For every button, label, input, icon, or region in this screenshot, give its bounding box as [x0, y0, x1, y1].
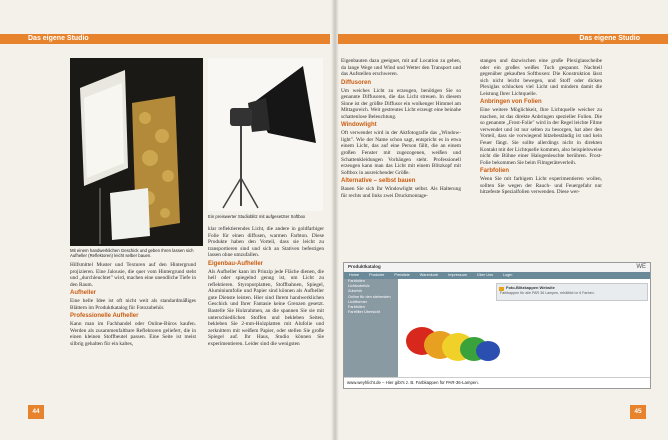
website-sidebar-item: Farbfolien — [348, 305, 365, 310]
website-nav — [344, 272, 650, 279]
left-page-column-1 — [70, 262, 196, 349]
website-nav-item: Impressum — [448, 273, 467, 277]
subheading: Windowlight — [341, 122, 377, 129]
left-running-header — [0, 34, 330, 44]
body-paragraph: Um weiches Licht zu erzeugen, benötigen Sie so genannte Diffusoren, die das Licht streuen. In diesem Sinne ist der größte Diffusor ein wolkenger Himmel am Mittagsreich. Weit gestreutes Licht erzeugt eine beinahe schattenlose Beleuchtung. — [341, 87, 461, 120]
subheading: Professionelle Aufheller — [70, 313, 139, 320]
website-main — [400, 281, 648, 387]
right-page-column-2 — [480, 58, 602, 198]
body-paragraph: stangen und dazwischen eine große Plexiglasscheibe oder ein großes weißes Tuch gespannt. Nachteil gegenüber gekauften Softboxen: Die Konstruktion lässt sich nicht leicht bewegen, und Stoff oder dicken Plexiglas schlucken viel Licht und mindern damit die Leistung Ihrer Lichtquelle. — [480, 58, 602, 97]
softbox-illustration — [208, 58, 323, 211]
website-logo: Produktkatalog — [348, 264, 381, 269]
subheading: Diffusoren — [341, 79, 371, 86]
body-paragraph: Eine weitere Möglichkeit, Ihre Lichtquelle weicher zu machen, ist das direkte Anbringen spezieller Folien. Die so genannte „Frost-Folie" wird in der Regel leichte Filme verwendet und ist nur selten zu besorgen, hat aber den Vorteil, dass sie vorwiegend hitzebeständig ist und kein Feuer fängt. Sie sollte allerdings nicht in direkten Kontakt mit der Lichtquelle kommen, also beispielsweise nicht die Bühne einer Halogenleuchte berühren. Frost-Folie bekommen Sie beim Filmgeräteverleih. — [480, 107, 602, 166]
body-paragraph: Als Aufheller kann im Prinzip jede Fläche dienen, die hell oder spiegelnd genug ist, um Licht zu reflektieren. Styroporplatten, Stoffbahnen, Spiegel, Aluminiumfolie und Papier sind können als Aufheller gute Dienste leisten. Hier sind Ihrem handwerklichen Geschick und Ihrer Fantasie keine Grenzen gesetzt. Bastelle Sie Holzrahmen, an die spannen Sie sie mit unterschiedlichen Stoffen und bekleben Seiten, bekleben Sie 2-mm-Holzplatten mit Alufolie und zerknittern mit weißem Papier, oder stellen Sie große Spiegel auf. Ihr Haus, Studio können Sie experimentieren. Leider sind die wenigsten — [208, 268, 324, 347]
orange-swatch — [499, 287, 504, 291]
website-we-mark: WE — [636, 264, 646, 270]
reflector-illustration — [70, 58, 203, 246]
subheading: Alternative – selbst bauen — [341, 178, 416, 185]
website-sidebar-item: Farbfilter Übersicht — [348, 310, 381, 315]
website-sidebar-item: Lichtzubehör — [348, 284, 370, 289]
right-page-column-1 — [341, 58, 461, 201]
panel-title: Foto-Blitzkappen Website — [506, 285, 555, 290]
left-page-column-2 — [208, 226, 324, 349]
subheading: Anbringen von Folien — [480, 99, 542, 106]
website-sidebar-item: Farbfolien — [348, 279, 365, 283]
right-running-header — [338, 34, 668, 44]
website-sidebar — [344, 279, 398, 388]
right-header-text: Das eigene Studio — [579, 35, 640, 42]
website-nav-item: Warenkorb — [419, 273, 439, 277]
website-caption: www.weyhlicht.de – Hier gibt's z. B. Farbkappen für PAR-36-Lampen. — [344, 377, 651, 388]
left-header-text: Das eigene Studio — [28, 35, 89, 42]
website-nav-item: Über Uns — [476, 273, 494, 277]
website-screenshot — [343, 262, 651, 389]
softbox-photo — [208, 58, 323, 211]
subheading: Farbfolien — [480, 168, 510, 175]
right-page-number: 45 — [630, 405, 646, 419]
body-paragraph: Oft verwendet wird in der Aktfotografie das „Window-light". Wie der Name schon sagt, entspricht es in etwa einem Licht, das auf eine Person fällt, die an einem großen Fenster mit zugezogenen, weißen und Schattenkleidungen Vorhängen steht. Professionell erzeugen kann man das Licht mit einem Blitzkopf mit Softbox in ausreichender Größe. — [341, 130, 461, 176]
website-nav-item: Home — [349, 273, 360, 277]
website-sidebar-item: Zubehör — [348, 289, 363, 294]
website-nav-item: Login — [503, 273, 513, 277]
website-nav-item: Preisliste — [394, 273, 410, 277]
subheading: Eigenbau-Aufheller — [208, 260, 264, 267]
body-paragraph: Kann man im Fachhandel oder Online-Büros kaufen. Werden als zusammenfaltbare Reflektoren geliefert, die in einen kleinen Stoffbeutel passen. Eine Seite ist meist silbrig gehalten für ein kaltes, — [70, 321, 196, 347]
body-paragraph: Bauen Sie sich Ihr Windowlight selbst. Als Halterung für rechts und links zwei Druckmontage- — [341, 186, 461, 199]
body-paragraph: klar reflektierendes Licht, die andere in goldfarbiger Folie für einen diffusen, warmen Farbton. Diese Produkte haben den Vorteil, dass sie leicht zu transportieren sind und sich an Stativen befestigen lassen ohne umzufallen. — [208, 226, 324, 259]
body-paragraph: Wenn Sie mit farbigem Licht experimentieren wollen, sollten Sie wegen der Rauch- und Feuergefahr nur hitzefeste Spezialfolien verwenden. Diese wer- — [480, 176, 602, 196]
gutter-shadow — [331, 0, 339, 440]
website-product-panel — [496, 283, 648, 301]
color-caps-image — [400, 289, 500, 379]
softbox-caption: Ein preiswerter Studioblitz mit aufgesetzter Softbox — [208, 214, 306, 219]
subheading: Aufheller — [70, 290, 97, 297]
body-paragraph: Eine helle Idee ist oft nicht weit als standardmäßiges Blättern im Produktkatalog für Fotozubehör. — [70, 298, 196, 311]
left-page-number: 44 — [28, 405, 44, 419]
website-sidebar-item: Online für den stehenden — [348, 294, 391, 299]
body-paragraph: Hilfsmittel Muster und Texturen auf den Hintergrund projizieren. Eine Jalousie, die quer vom Hintergrund steht und „durchleuchtet" wird, machen eine unendliche Tiefe in den Raum. — [70, 262, 196, 288]
body-paragraph: Eigenbauten dazu geeignet, mit auf Location zu gehen, da lange Wege und Wind und Wetter den Transport und das Aufstellen erschweren. — [341, 58, 461, 78]
website-sidebar-item: Lichtformer — [348, 299, 367, 304]
reflector-caption: Mit einem handwerklichen Geschick und geben Ihren lassen sich Aufheller (Reflektoren) leicht selber bauen. — [70, 248, 194, 259]
website-nav-item: Produkte — [369, 273, 385, 277]
reflector-photo — [70, 58, 203, 246]
panel-subtitle: Farbkappen für alle PAR 36 Lampen, erhältlich in 6 Farben. — [500, 291, 595, 295]
